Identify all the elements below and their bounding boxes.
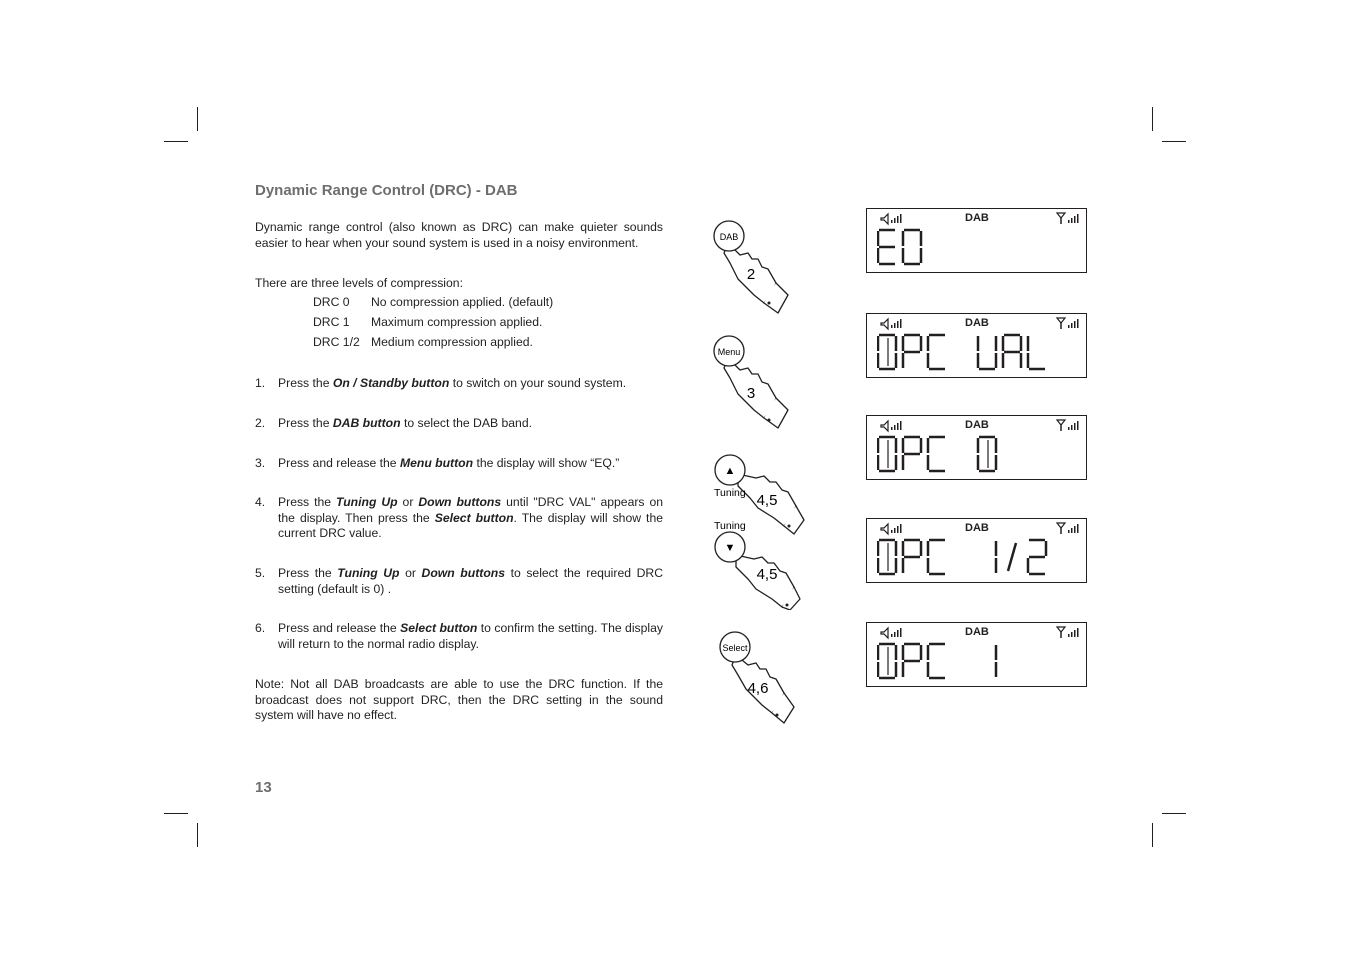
lcd-char <box>878 335 896 369</box>
step-text: Press the Tuning Up or Down buttons until "DRC VAL" appears on the display. Then press the Select button. The display will show the current DRC value. <box>278 495 664 540</box>
step-ref: 4,5 <box>756 492 778 509</box>
lcd-band-label: DAB <box>965 626 989 638</box>
crop-mark <box>1152 823 1153 847</box>
lcd-char <box>903 230 921 264</box>
lcd-char <box>928 335 945 369</box>
page-title: Dynamic Range Control (DRC) - DAB <box>255 182 518 199</box>
lcd-char <box>878 540 896 574</box>
step-text: Press the DAB button to select the DAB band. <box>278 416 532 430</box>
lcd-char <box>928 644 945 678</box>
step-3 <box>255 456 663 472</box>
lcd-band-label: DAB <box>965 317 989 329</box>
level-code: DRC 1/2 <box>313 335 360 349</box>
tuning-down-button-illustration <box>700 515 815 610</box>
lcd-char <box>928 437 945 471</box>
step-number: 2. <box>255 416 266 430</box>
lcd-display-eq <box>866 208 1087 273</box>
level-desc: No compression applied. (default) <box>371 295 554 309</box>
button-label: Select <box>722 643 748 653</box>
select-button-illustration <box>700 625 810 725</box>
button-caption: Tuning <box>714 520 746 532</box>
step-number: 6. <box>255 621 266 635</box>
step-number: 4. <box>255 495 266 509</box>
lcd-char <box>1028 540 1046 574</box>
lcd-segment-text <box>877 434 1077 476</box>
level-desc: Medium compression applied. <box>371 335 533 349</box>
step-text: Press the Tuning Up or Down buttons to select the required DRC setting (default is 0) . <box>278 566 664 596</box>
step-2 <box>255 416 663 432</box>
step-ref: 4,6 <box>747 680 769 697</box>
level-row <box>313 335 553 355</box>
page-number: 13 <box>255 779 272 796</box>
lcd-display-drc-val <box>866 313 1087 378</box>
level-row <box>313 315 553 335</box>
step-6 <box>255 621 663 652</box>
button-label: Menu <box>717 347 741 357</box>
lcd-segment-text <box>877 227 1077 269</box>
lcd-char <box>903 437 921 470</box>
crop-mark <box>1152 107 1153 131</box>
lcd-char <box>903 644 921 677</box>
crop-mark <box>1162 141 1186 142</box>
level-code: DRC 0 <box>313 295 350 309</box>
lcd-char <box>1028 336 1045 369</box>
chevron-down-icon: ▼ <box>724 542 736 554</box>
lcd-char <box>878 230 895 264</box>
lcd-char <box>878 437 896 471</box>
button-label: DAB <box>719 232 739 242</box>
lcd-segment-text <box>877 537 1077 579</box>
step-4 <box>255 495 663 542</box>
level-row <box>313 295 553 315</box>
step-text: Press and release the Select button to confirm the setting. The display will return to the normal radio display. <box>278 621 663 651</box>
compression-levels-list <box>313 295 553 355</box>
lcd-char <box>978 336 996 369</box>
lcd-display-drc-half <box>866 518 1087 583</box>
lcd-segment-text <box>877 641 1077 683</box>
step-text: Press the On / Standby button to switch on your sound system. <box>278 376 627 390</box>
step-number: 5. <box>255 566 266 580</box>
lcd-display-drc-1 <box>866 622 1087 687</box>
level-desc: Maximum compression applied. <box>371 315 543 329</box>
crop-mark <box>197 823 198 847</box>
lcd-segment-text <box>877 332 1077 374</box>
lcd-char <box>928 540 945 574</box>
dab-button-illustration <box>700 215 810 315</box>
level-code: DRC 1 <box>313 315 350 329</box>
step-ref: 3 <box>746 385 756 402</box>
step-text: Press and release the Menu button the display will show “EQ.” <box>278 456 620 470</box>
lcd-char <box>978 437 996 471</box>
lcd-band-label: DAB <box>965 212 989 224</box>
lcd-char <box>1008 543 1016 571</box>
crop-mark <box>197 107 198 131</box>
step-1 <box>255 376 663 392</box>
intro-paragraph: Dynamic range control (also known as DRC) can make quieter sounds easier to hear when your sound system is used in a noisy environment. <box>255 220 663 250</box>
lcd-char <box>903 335 921 368</box>
step-ref: 2 <box>746 266 756 283</box>
lcd-char <box>878 644 896 678</box>
chevron-up-icon: ▲ <box>724 465 736 477</box>
button-caption: Tuning <box>714 487 746 499</box>
lcd-band-label: DAB <box>965 522 989 534</box>
lcd-char <box>903 540 921 573</box>
step-number: 1. <box>255 376 266 390</box>
step-number: 3. <box>255 456 266 470</box>
lcd-char <box>1003 335 1021 368</box>
step-5 <box>255 566 663 597</box>
crop-mark <box>164 141 188 142</box>
note-paragraph: Note: Not all DAB broadcasts are able to use the DRC function. If the broadcast does not support DRC, then the DRC setting in the sound system will have no effect. <box>255 677 663 722</box>
levels-intro: There are three levels of compression: <box>255 276 463 290</box>
crop-mark <box>164 813 188 814</box>
crop-mark <box>1162 813 1186 814</box>
lcd-display-drc-0 <box>866 415 1087 480</box>
menu-button-illustration <box>700 330 810 430</box>
lcd-band-label: DAB <box>965 419 989 431</box>
step-ref: 4,5 <box>756 566 778 583</box>
